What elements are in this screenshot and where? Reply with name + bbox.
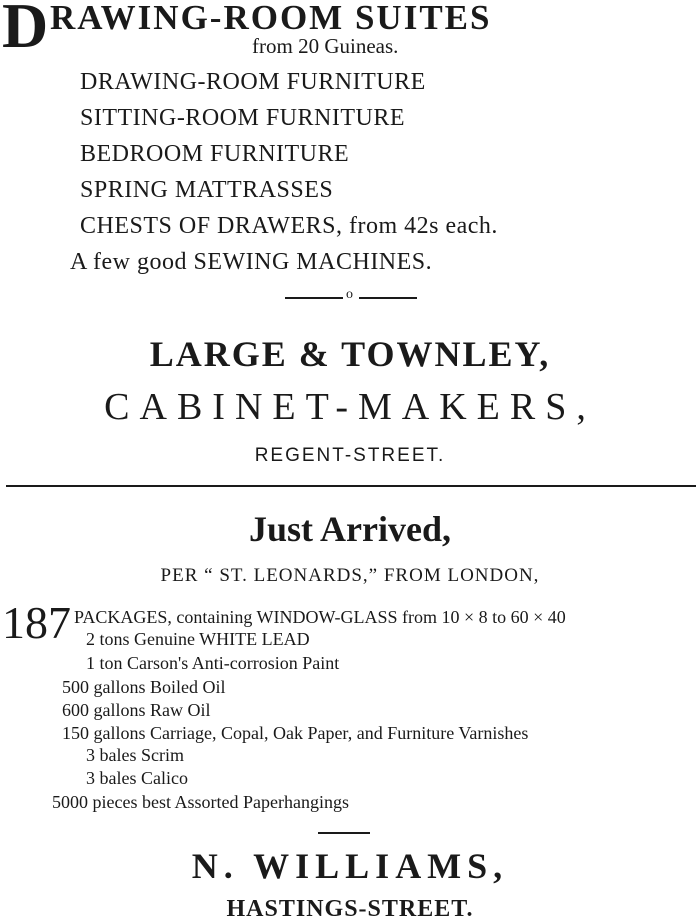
divider-line-right bbox=[359, 297, 417, 299]
ornamental-divider bbox=[285, 287, 417, 304]
item-chests-of-drawers: CHESTS OF DRAWERS, from 42s each. bbox=[80, 213, 498, 239]
headline-just-arrived: Just Arrived, bbox=[249, 509, 451, 549]
firm-address: HASTINGS-STREET. bbox=[226, 896, 474, 922]
item-spring-mattrasses: SPRING MATTRASSES bbox=[80, 177, 334, 203]
section-rule bbox=[6, 485, 696, 487]
item-sitting-room-furniture: SITTING-ROOM FURNITURE bbox=[80, 105, 405, 131]
drop-cap-letter: D bbox=[2, 0, 49, 61]
item-sewing-machines: A few good SEWING MACHINES. bbox=[70, 249, 433, 275]
firm-name: N. WILLIAMS, bbox=[191, 846, 509, 886]
subheadline-price: from 20 Guineas. bbox=[252, 34, 399, 58]
divider-ornament: o bbox=[346, 287, 353, 302]
goods-line: 3 bales Scrim bbox=[86, 745, 184, 765]
firm-name: LARGE & TOWNLEY, bbox=[149, 334, 551, 374]
goods-line: 1 ton Carson's Anti-corrosion Paint bbox=[86, 653, 340, 673]
goods-line: 600 gallons Raw Oil bbox=[62, 700, 211, 720]
goods-line: 5000 pieces best Assorted Paperhangings bbox=[52, 792, 349, 812]
goods-line: 500 gallons Boiled Oil bbox=[62, 677, 226, 697]
firm-trade: CABINET-MAKERS, bbox=[104, 386, 596, 428]
item-drawing-room-furniture: DRAWING-ROOM FURNITURE bbox=[80, 69, 426, 95]
goods-line: 150 gallons Carriage, Copal, Oak Paper, and Furniture Varnishes bbox=[62, 723, 529, 743]
item-bedroom-furniture: BEDROOM FURNITURE bbox=[80, 141, 350, 167]
ship-line: PER “ ST. LEONARDS,” FROM LONDON, bbox=[160, 565, 540, 586]
firm-address: REGENT-STREET. bbox=[254, 445, 446, 466]
goods-line: 3 bales Calico bbox=[86, 768, 188, 788]
goods-line: PACKAGES, containing WINDOW-GLASS from 10 × 8 to 60 × 40 bbox=[74, 607, 566, 627]
package-count: 187 bbox=[2, 597, 71, 648]
divider-line-left bbox=[285, 297, 343, 299]
headline-drawing-room-suites: RAWING-ROOM SUITES bbox=[50, 0, 492, 37]
short-divider bbox=[318, 832, 370, 834]
goods-line: 2 tons Genuine WHITE LEAD bbox=[86, 629, 310, 649]
